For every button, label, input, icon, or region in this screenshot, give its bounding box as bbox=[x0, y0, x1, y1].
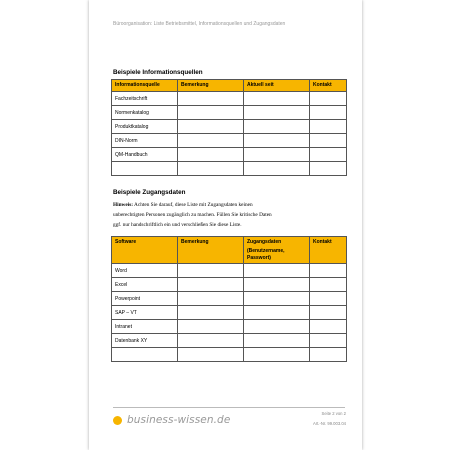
table-cell[interactable] bbox=[244, 292, 310, 306]
table-cell[interactable] bbox=[310, 264, 347, 278]
page-number: Seite 2 von 2 bbox=[321, 411, 346, 416]
table-cell[interactable]: Normenkatalog bbox=[112, 106, 178, 120]
zugangsdaten-sublabel: (Benutzername, Passwort) bbox=[247, 248, 285, 261]
table-row bbox=[112, 148, 347, 162]
table-cell[interactable] bbox=[178, 334, 244, 348]
column-header-aktuell-seit: Aktuell seit bbox=[244, 80, 310, 92]
table-cell[interactable] bbox=[244, 264, 310, 278]
table-cell[interactable] bbox=[178, 162, 244, 176]
page-header: Büroorganisation: Liste Betriebsmittel, Informationsquellen und Zugangsdaten bbox=[113, 21, 286, 27]
table-cell[interactable]: DIN-Norm bbox=[112, 134, 178, 148]
table-cell[interactable] bbox=[244, 92, 310, 106]
document-page bbox=[89, 0, 362, 450]
table-cell[interactable] bbox=[244, 278, 310, 292]
article-number: Art.-Nr. 99.003.04 bbox=[312, 421, 346, 426]
table-cell[interactable] bbox=[310, 148, 347, 162]
table-cell[interactable] bbox=[310, 162, 347, 176]
hint-label: Hinweis: bbox=[113, 202, 134, 208]
table-cell[interactable]: SAP – VT bbox=[112, 306, 178, 320]
table-row bbox=[112, 120, 347, 134]
zugangsdaten-label: Zugangsdaten bbox=[247, 239, 282, 245]
table-row bbox=[112, 92, 347, 106]
table-cell[interactable]: Intranet bbox=[112, 320, 178, 334]
table-cell[interactable] bbox=[178, 92, 244, 106]
informationsquellen-table bbox=[111, 79, 347, 176]
table-cell[interactable]: Excel bbox=[112, 278, 178, 292]
table-cell[interactable] bbox=[310, 306, 347, 320]
table-cell[interactable] bbox=[178, 106, 244, 120]
table-cell[interactable]: Produktkatalog bbox=[112, 120, 178, 134]
table-row bbox=[112, 348, 347, 362]
table-cell[interactable] bbox=[178, 148, 244, 162]
table-cell[interactable] bbox=[244, 348, 310, 362]
business-wissen-logo bbox=[113, 414, 230, 426]
column-header-kontakt: Kontakt bbox=[310, 80, 347, 92]
table-cell[interactable] bbox=[310, 334, 347, 348]
table-cell[interactable] bbox=[244, 334, 310, 348]
footer-divider bbox=[113, 407, 345, 408]
table-cell[interactable] bbox=[310, 92, 347, 106]
table-cell[interactable] bbox=[310, 278, 347, 292]
table-cell[interactable] bbox=[178, 306, 244, 320]
table-cell[interactable]: Datenbank XY bbox=[112, 334, 178, 348]
table-cell[interactable] bbox=[310, 120, 347, 134]
table-cell[interactable]: QM-Handbuch bbox=[112, 148, 178, 162]
table-cell[interactable] bbox=[178, 278, 244, 292]
table-cell[interactable]: Word bbox=[112, 264, 178, 278]
table-row bbox=[112, 106, 347, 120]
table-row bbox=[112, 134, 347, 148]
hint-line-3: ggf. nur handschriftlich ein und verschließen Sie diese Liste. bbox=[113, 222, 242, 228]
table-cell[interactable] bbox=[112, 348, 178, 362]
table-cell[interactable]: Powerpoint bbox=[112, 292, 178, 306]
column-header-informationsquelle: Informationsquelle bbox=[112, 80, 178, 92]
table-header-row bbox=[112, 80, 347, 92]
table-cell[interactable] bbox=[178, 120, 244, 134]
table-cell[interactable] bbox=[244, 320, 310, 334]
table-cell[interactable] bbox=[178, 320, 244, 334]
table-cell[interactable] bbox=[178, 134, 244, 148]
table-cell[interactable] bbox=[310, 320, 347, 334]
table-cell[interactable]: Fachzeitschrift bbox=[112, 92, 178, 106]
table-cell[interactable] bbox=[244, 134, 310, 148]
table-cell[interactable] bbox=[244, 148, 310, 162]
table-row bbox=[112, 278, 347, 292]
logo-text: business-wissen.de bbox=[127, 414, 231, 426]
table-cell[interactable] bbox=[244, 106, 310, 120]
logo-dot-icon bbox=[113, 416, 122, 425]
section-title-informationsquellen: Beispiele Informationsquellen bbox=[113, 69, 203, 76]
zugangsdaten-table bbox=[111, 236, 347, 362]
column-header-bemerkung: Bemerkung bbox=[178, 80, 244, 92]
column-header-kontakt: Kontakt bbox=[310, 237, 347, 264]
section-title-zugangsdaten: Beispiele Zugangsdaten bbox=[113, 189, 186, 196]
table-cell[interactable] bbox=[244, 306, 310, 320]
table-cell[interactable] bbox=[178, 264, 244, 278]
table-row bbox=[112, 264, 347, 278]
hint-line-1: Achten Sie darauf, diese Liste mit Zugangsdaten keinen bbox=[133, 202, 253, 208]
table-cell[interactable] bbox=[310, 292, 347, 306]
table-row bbox=[112, 162, 347, 176]
table-row bbox=[112, 292, 347, 306]
column-header-software: Software bbox=[112, 237, 178, 264]
table-cell[interactable] bbox=[310, 106, 347, 120]
table-row bbox=[112, 334, 347, 348]
table-cell[interactable] bbox=[178, 348, 244, 362]
table-cell[interactable] bbox=[310, 134, 347, 148]
table-header-row bbox=[112, 237, 347, 264]
table-cell[interactable] bbox=[178, 292, 244, 306]
table-cell[interactable] bbox=[244, 120, 310, 134]
table-cell[interactable] bbox=[112, 162, 178, 176]
table-row bbox=[112, 306, 347, 320]
table-cell[interactable] bbox=[310, 348, 347, 362]
table-row bbox=[112, 320, 347, 334]
column-header-bemerkung: Bemerkung bbox=[178, 237, 244, 264]
hint-line-2: unberechtigten Personen zugänglich zu machen. Füllen Sie kritische Daten bbox=[113, 212, 272, 218]
column-header-zugangsdaten bbox=[244, 237, 310, 264]
table-cell[interactable] bbox=[244, 162, 310, 176]
hint-note bbox=[113, 200, 313, 230]
